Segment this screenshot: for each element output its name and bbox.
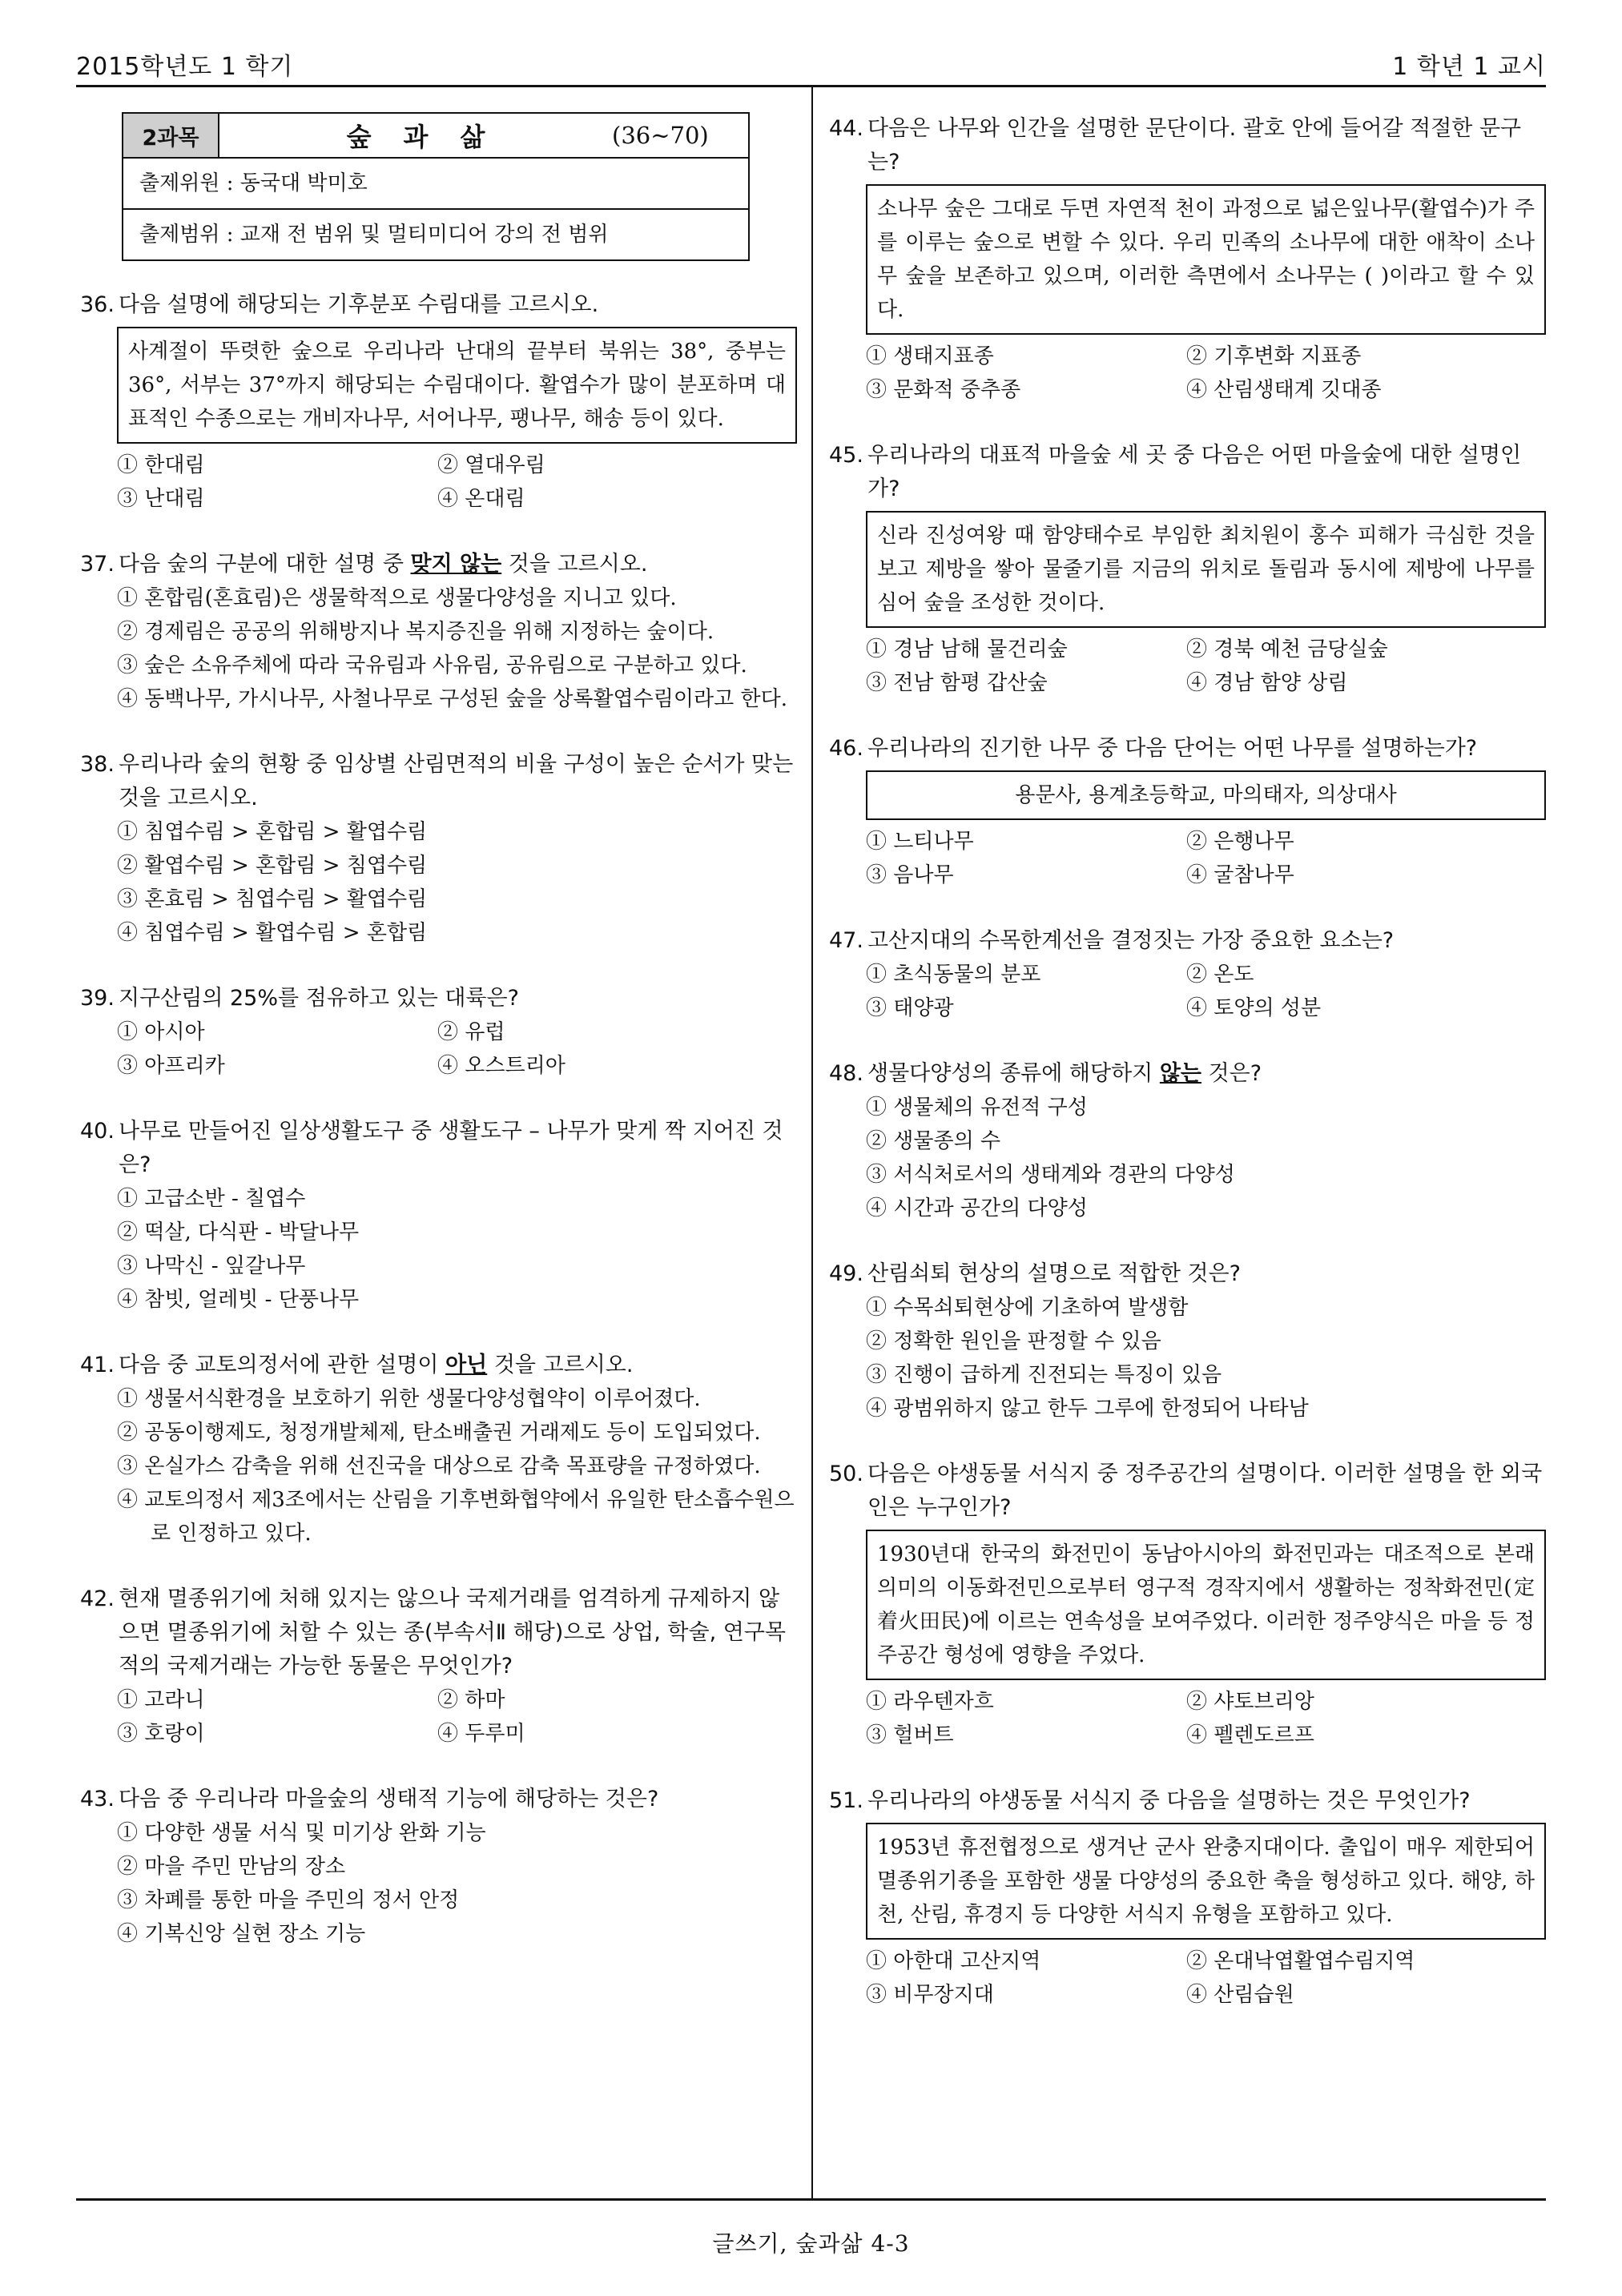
option-1[interactable]: ① 고라니 bbox=[117, 1688, 205, 1712]
option-1[interactable]: ① 라우텐자흐 bbox=[866, 1690, 994, 1714]
question-stem: 우리나라 숲의 현황 중 임상별 산림면적의 비율 구성이 높은 순서가 맞는 것을 고르시오. bbox=[119, 752, 794, 810]
question-number: 46. bbox=[829, 736, 863, 761]
question-46 bbox=[829, 732, 1546, 892]
options bbox=[866, 340, 1546, 407]
option-4[interactable]: ④ 토양의 성분 bbox=[1186, 996, 1322, 1020]
question-stem: 우리나라의 진기한 나무 중 다음 단어는 어떤 나무를 설명하는가? bbox=[867, 736, 1478, 761]
question-number: 44. bbox=[829, 116, 863, 141]
option-1[interactable]: ① 아시아 bbox=[117, 1020, 205, 1044]
question-passage: 소나무 숲은 그대로 두면 자연적 천이 과정으로 넓은잎나무(활엽수)가 주를 이루는 숲으로 변할 수 있다. 우리 민족의 소나무에 대한 애착이 소나무 숲을 보존하고 있으며, 이러한 측면에서 소나무는 ( )이라고 할 수 있다. bbox=[866, 184, 1546, 335]
question-number: 48. bbox=[829, 1061, 863, 1086]
question-stem: 다음 중 교토의정서에 관한 설명이 bbox=[119, 1353, 446, 1377]
question-stem: 다음은 야생동물 서식지 중 정주공간의 설명이다. 이러한 설명을 한 외국인은 누구인가? bbox=[867, 1462, 1543, 1520]
options bbox=[117, 448, 797, 516]
option-2[interactable]: ② 기후변화 지표종 bbox=[1186, 344, 1362, 368]
option-2[interactable]: ② 샤토브리앙 bbox=[1186, 1690, 1314, 1714]
options bbox=[866, 1685, 1546, 1752]
option-4[interactable]: ④ 교토의정서 제3조에서는 산림을 기후변화협약에서 유일한 탄소흡수원으로 인정하고 있다. bbox=[117, 1488, 795, 1546]
option-1[interactable]: ① 고급소반 - 칠엽수 bbox=[117, 1187, 306, 1211]
option-3[interactable]: ③ 호랑이 bbox=[117, 1722, 205, 1746]
left-column bbox=[80, 112, 797, 1951]
question-48 bbox=[829, 1057, 1546, 1225]
option-1[interactable]: ① 생물서식환경을 보호하기 위한 생물다양성협약이 이루어졌다. bbox=[117, 1387, 701, 1411]
options bbox=[117, 1382, 797, 1550]
option-4[interactable]: ④ 굴참나무 bbox=[1186, 863, 1294, 887]
question-number: 37. bbox=[80, 552, 115, 577]
option-4[interactable]: ④ 기복신앙 실현 장소 기능 bbox=[117, 1922, 366, 1946]
subject-title: 숲과삶 bbox=[346, 122, 517, 152]
options bbox=[117, 581, 797, 716]
option-2[interactable]: ② 공동이행제도, 청정개발체제, 탄소배출권 거래제도 등이 도입되었다. bbox=[117, 1421, 761, 1445]
option-4[interactable]: ④ 오스트리아 bbox=[437, 1054, 565, 1078]
options bbox=[866, 1091, 1546, 1225]
option-3[interactable]: ③ 혼효림 > 침엽수림 > 활엽수림 bbox=[117, 887, 428, 911]
option-1[interactable]: ① 느티나무 bbox=[866, 830, 974, 854]
subject-range: (36∼70) bbox=[612, 122, 709, 149]
question-number: 49. bbox=[829, 1261, 863, 1286]
option-2[interactable]: ② 유럽 bbox=[437, 1020, 505, 1044]
question-stem: 다음은 나무와 인간을 설명한 문단이다. 괄호 안에 들어갈 적절한 문구는? bbox=[867, 116, 1522, 175]
question-passage: 1930년대 한국의 화전민이 동남아시아의 화전민과는 대조적으로 본래 의미의 이동화전민으로부터 영구적 경작지에서 생활하는 정착화전민(定着火田民)에 이르는 연속성을 보여주었다. 이러한 정주양식은 마을 등 정주공간 형성에 영향을 주었다. bbox=[866, 1530, 1546, 1680]
column-divider bbox=[811, 87, 813, 2198]
option-2[interactable]: ② 열대우림 bbox=[437, 453, 545, 477]
option-4[interactable]: ④ 경남 함양 상림 bbox=[1186, 671, 1348, 695]
subject-scope: 출제범위 : 교재 전 범위 및 멀티미디어 강의 전 범위 bbox=[139, 223, 609, 247]
question-number: 38. bbox=[80, 752, 115, 777]
question-passage: 사계절이 뚜렷한 숲으로 우리나라 난대의 끝부터 북위는 38°, 중부는 36°, 서부는 37°까지 해당되는 수림대이다. 활엽수가 많이 분포하며 대표적인 수종으로는 개비자나무, 서어나무, 팽나무, 해송 등이 있다. bbox=[117, 327, 797, 444]
options bbox=[866, 958, 1546, 1025]
question-stem: 나무로 만들어진 일상생활도구 중 생활도구 – 나무가 맞게 짝 지어진 것은? bbox=[119, 1119, 783, 1177]
option-4[interactable]: ④ 펠렌도르프 bbox=[1186, 1723, 1314, 1747]
options bbox=[117, 1182, 797, 1317]
right-column bbox=[829, 112, 1546, 2012]
option-4[interactable]: ④ 참빗, 얼레빗 - 단풍나무 bbox=[117, 1288, 360, 1312]
option-3[interactable]: ③ 숲은 소유주체에 따라 국유림과 사유림, 공유림으로 구분하고 있다. bbox=[117, 653, 747, 678]
option-4[interactable]: ④ 두루미 bbox=[437, 1722, 525, 1746]
question-number: 42. bbox=[80, 1586, 115, 1611]
option-2[interactable]: ② 정확한 원인을 판정할 수 있음 bbox=[866, 1329, 1161, 1353]
options bbox=[866, 633, 1546, 700]
option-2[interactable]: ② 마을 주민 만남의 장소 bbox=[117, 1855, 346, 1879]
subject-author: 출제위원 : 동국대 박미호 bbox=[123, 159, 748, 210]
question-stem: 고산지대의 수목한계선을 결정짓는 가장 중요한 요소는? bbox=[867, 928, 1395, 953]
subject-box bbox=[122, 112, 750, 261]
question-stem-end: 것은? bbox=[1201, 1061, 1262, 1086]
option-3[interactable]: ③ 서식처로서의 생태계와 경관의 다양성 bbox=[866, 1163, 1235, 1187]
option-3[interactable]: ③ 문화적 중추종 bbox=[866, 378, 1021, 402]
option-3[interactable]: ③ 난대림 bbox=[117, 487, 205, 511]
question-number: 51. bbox=[829, 1788, 863, 1813]
question-51 bbox=[829, 1784, 1546, 2012]
question-stem: 다음 설명에 해당되는 기후분포 수림대를 고르시오. bbox=[119, 292, 599, 317]
option-4[interactable]: ④ 온대림 bbox=[437, 487, 525, 511]
subject-tag: 2과목 bbox=[123, 114, 219, 157]
option-1[interactable]: ① 침엽수림 > 혼합림 > 활엽수림 bbox=[117, 820, 428, 844]
option-3[interactable]: ③ 전남 함평 갑산숲 bbox=[866, 671, 1048, 695]
option-3[interactable]: ③ 온실가스 감축을 위해 선진국을 대상으로 감축 목표량을 규정하였다. bbox=[117, 1454, 761, 1478]
option-3[interactable]: ③ 태양광 bbox=[866, 996, 954, 1020]
option-3[interactable]: ③ 아프리카 bbox=[117, 1054, 225, 1078]
option-3[interactable]: ③ 나막신 - 잎갈나무 bbox=[117, 1254, 306, 1278]
question-40 bbox=[80, 1115, 797, 1317]
option-2[interactable]: ② 떡살, 다식판 - 박달나무 bbox=[117, 1220, 360, 1245]
option-2[interactable]: ② 활엽수림 > 혼합림 > 침엽수림 bbox=[117, 854, 428, 878]
option-4[interactable]: ④ 침엽수림 > 활엽수림 > 혼합림 bbox=[117, 921, 428, 945]
question-37 bbox=[80, 548, 797, 716]
emphasis-word: 아닌 bbox=[445, 1353, 488, 1377]
bottom-rule bbox=[76, 2198, 1546, 2201]
option-1[interactable]: ① 초식동물의 분포 bbox=[866, 963, 1041, 987]
option-1[interactable]: ① 한대림 bbox=[117, 453, 205, 477]
options bbox=[117, 815, 797, 950]
option-2[interactable]: ② 은행나무 bbox=[1186, 830, 1294, 854]
option-2[interactable]: ② 경북 예천 금당실숲 bbox=[1186, 637, 1388, 661]
page-footer: 글쓰기, 숲과삶 4-3 bbox=[712, 2230, 910, 2257]
question-39 bbox=[80, 982, 797, 1083]
option-1[interactable]: ① 수목쇠퇴현상에 기초하여 발생함 bbox=[866, 1296, 1189, 1320]
question-stem: 다음 숲의 구분에 대한 설명 중 bbox=[119, 552, 411, 577]
question-47 bbox=[829, 924, 1546, 1025]
options bbox=[866, 1944, 1546, 2012]
option-2[interactable]: ② 온대낙엽활엽수림지역 bbox=[1186, 1949, 1415, 1973]
question-43 bbox=[80, 1783, 797, 1951]
options bbox=[117, 1015, 797, 1083]
question-stem-end: 것을 고르시오. bbox=[487, 1353, 634, 1377]
question-stem: 우리나라의 야생동물 서식지 중 다음을 설명하는 것은 무엇인가? bbox=[867, 1788, 1471, 1813]
option-4[interactable]: ④ 광범위하지 않고 한두 그루에 한정되어 나타남 bbox=[866, 1397, 1309, 1421]
question-number: 43. bbox=[80, 1787, 115, 1811]
header-semester: 2015학년도 1 학기 bbox=[76, 53, 294, 81]
question-stem: 지구산림의 25%를 점유하고 있는 대륙은? bbox=[119, 986, 519, 1011]
option-3[interactable]: ③ 음나무 bbox=[866, 863, 954, 887]
question-number: 36. bbox=[80, 292, 115, 317]
question-passage: 용문사, 용계초등학교, 마의태자, 의상대사 bbox=[866, 770, 1546, 820]
option-2[interactable]: ② 생물종의 수 bbox=[866, 1129, 1001, 1153]
option-3[interactable]: ③ 차폐를 통한 마을 주민의 정서 안정 bbox=[117, 1888, 460, 1912]
header-period: 1 학년 1 교시 bbox=[1392, 53, 1546, 81]
option-4[interactable]: ④ 산림습원 bbox=[1186, 1983, 1294, 2007]
question-stem: 현재 멸종위기에 처해 있지는 않으나 국제거래를 엄격하게 규제하지 않으면 멸종위기에 처할 수 있는 종(부속서Ⅱ 해당)으로 상업, 학술, 연구목적의 국제거래는 가능한 동물은 무엇인가? bbox=[119, 1586, 786, 1679]
question-number: 47. bbox=[829, 928, 863, 953]
question-number: 39. bbox=[80, 986, 115, 1011]
option-1[interactable]: ① 혼합림(혼효림)은 생물학적으로 생물다양성을 지니고 있다. bbox=[117, 586, 677, 610]
options bbox=[117, 1816, 797, 1951]
question-number: 40. bbox=[80, 1119, 115, 1144]
option-2[interactable]: ② 온도 bbox=[1186, 963, 1254, 987]
option-1[interactable]: ① 생태지표종 bbox=[866, 344, 994, 368]
question-number: 45. bbox=[829, 443, 863, 468]
question-45 bbox=[829, 439, 1546, 700]
option-1[interactable]: ① 다양한 생물 서식 및 미기상 완화 기능 bbox=[117, 1821, 486, 1845]
question-stem: 다음 중 우리나라 마을숲의 생태적 기능에 해당하는 것은? bbox=[119, 1787, 659, 1811]
question-passage: 1953년 휴전협정으로 생겨난 군사 완충지대이다. 출입이 매우 제한되어 멸종위기종을 포함한 생물 다양성의 중요한 축을 형성하고 있다. 해양, 하천, 산림, 휴경지 등 다양한 서식지 유형을 포함하고 있다. bbox=[866, 1823, 1546, 1940]
option-3[interactable]: ③ 진행이 급하게 진전되는 특징이 있음 bbox=[866, 1363, 1222, 1387]
question-stem: 우리나라의 대표적 마을숲 세 곳 중 다음은 어떤 마을숲에 대한 설명인가? bbox=[867, 443, 1522, 501]
question-36 bbox=[80, 288, 797, 516]
question-number: 50. bbox=[829, 1462, 863, 1486]
question-42 bbox=[80, 1582, 797, 1751]
option-2[interactable]: ② 하마 bbox=[437, 1688, 505, 1712]
emphasis-word: 않는 bbox=[1159, 1061, 1201, 1086]
question-stem-end: 것을 고르시오. bbox=[501, 552, 648, 577]
question-44 bbox=[829, 112, 1546, 407]
question-passage: 신라 진성여왕 때 함양태수로 부임한 최치원이 홍수 피해가 극심한 것을 보고 제방을 쌓아 물줄기를 지금의 위치로 돌림과 동시에 제방에 나무를 심어 숲을 조성한 것이다. bbox=[866, 511, 1546, 628]
option-3[interactable]: ③ 비무장지대 bbox=[866, 1983, 994, 2007]
options bbox=[117, 1683, 797, 1751]
emphasis-word: 맞지 않는 bbox=[410, 552, 502, 577]
options bbox=[866, 825, 1546, 892]
question-number: 41. bbox=[80, 1353, 115, 1377]
question-49 bbox=[829, 1257, 1546, 1425]
option-1[interactable]: ① 아한대 고산지역 bbox=[866, 1949, 1041, 1973]
option-1[interactable]: ① 경남 남해 물건리숲 bbox=[866, 637, 1068, 661]
option-4[interactable]: ④ 산림생태계 깃대종 bbox=[1186, 378, 1382, 402]
question-50 bbox=[829, 1458, 1546, 1752]
option-4[interactable]: ④ 시간과 공간의 다양성 bbox=[866, 1196, 1088, 1220]
question-41 bbox=[80, 1349, 797, 1550]
question-38 bbox=[80, 748, 797, 950]
option-1[interactable]: ① 생물체의 유전적 구성 bbox=[866, 1096, 1088, 1120]
question-stem: 산림쇠퇴 현상의 설명으로 적합한 것은? bbox=[867, 1261, 1241, 1286]
option-2[interactable]: ② 경제림은 공공의 위해방지나 복지증진을 위해 지정하는 숲이다. bbox=[117, 620, 714, 644]
option-4[interactable]: ④ 동백나무, 가시나무, 사철나무로 구성된 숲을 상록활엽수림이라고 한다. bbox=[117, 687, 788, 711]
option-3[interactable]: ③ 헐버트 bbox=[866, 1723, 954, 1747]
question-stem: 생물다양성의 종류에 해당하지 bbox=[867, 1061, 1160, 1086]
options bbox=[866, 1291, 1546, 1425]
